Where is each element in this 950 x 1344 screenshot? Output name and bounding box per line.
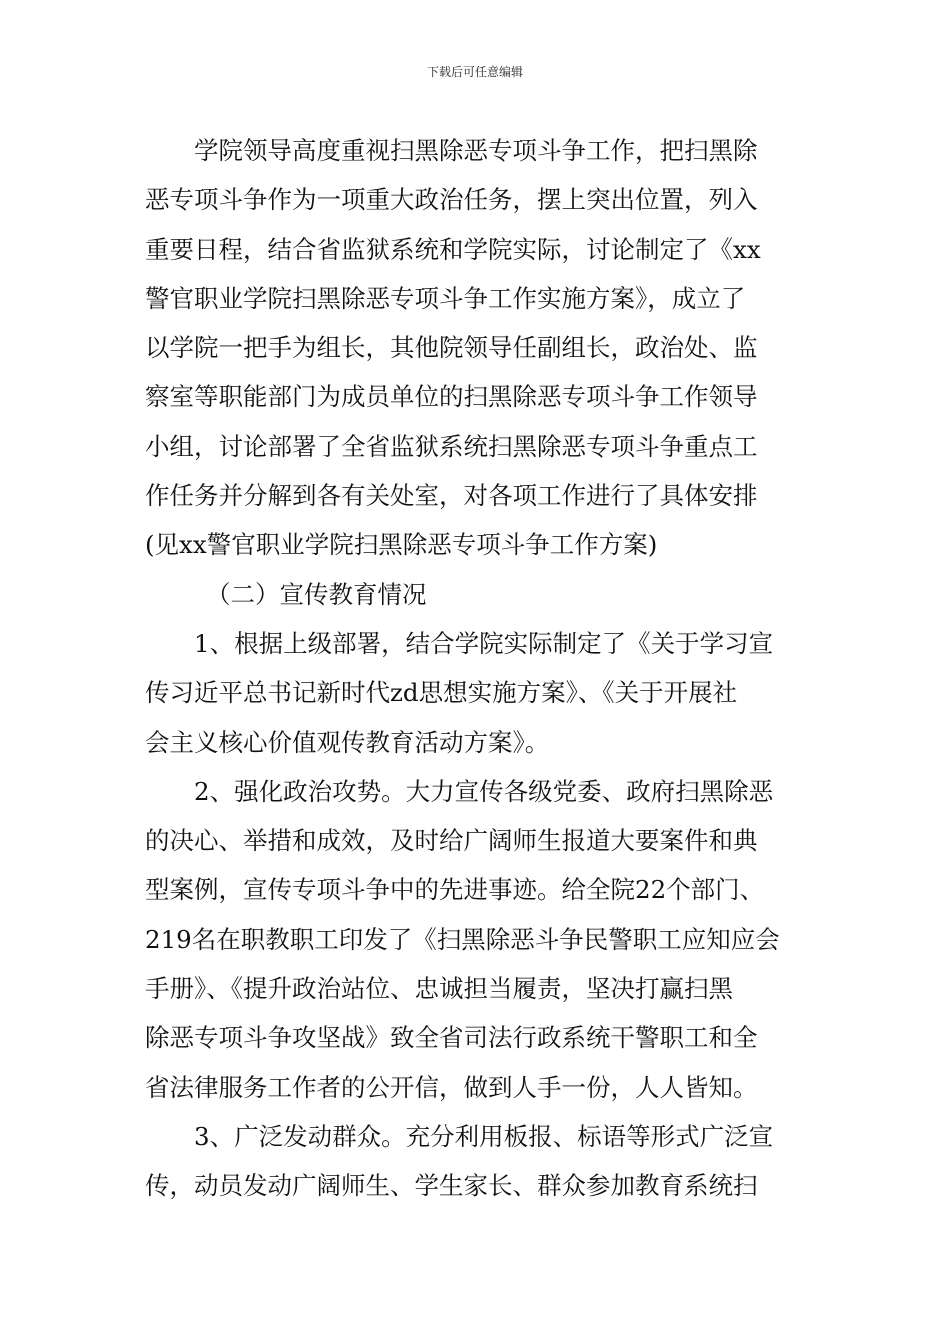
page-header: 下载后可任意编辑 xyxy=(426,65,523,79)
section-heading: （二）宣传教育情况 xyxy=(206,579,427,609)
paragraph-line: 传，动员发动广阔师生、学生家长、群众参加教育系统扫 xyxy=(145,1171,758,1201)
paragraph-line: 的决心、举措和成效，及时给广阔师生报道大要案件和典 xyxy=(145,826,758,856)
paragraph-line: 除恶专项斗争攻坚战》致全省司法行政系统干警职工和全 xyxy=(145,1023,758,1053)
document-body xyxy=(145,126,813,1211)
paragraph-line: 219名在职教职工印发了《扫黑除恶斗争民警职工应知应会 xyxy=(145,924,780,954)
paragraph-line: 恶专项斗争作为一项重大政治任务，摆上突出位置，列入 xyxy=(145,185,758,215)
paragraph-line: 以学院一把手为组长，其他院领导任副组长，政治处、监 xyxy=(145,333,758,363)
paragraph-line: 1、根据上级部署，结合学院实际制定了《关于学习宣 xyxy=(194,628,774,658)
paragraph-line: 手册》、《提升政治站位、忠诚担当履责，坚决打赢扫黑 xyxy=(145,974,733,1004)
paragraph-line: 警官职业学院扫黑除恶专项斗争工作实施方案》，成立了 xyxy=(145,283,746,313)
paragraph-line: 作任务并分解到各有关处室，对各项工作进行了具体安排 xyxy=(145,481,758,511)
paragraph-line: 型案例，宣传专项斗争中的先进事迹。给全院22个部门、 xyxy=(145,875,765,905)
paragraph-line: 3、广泛发动群众。充分利用板报、标语等形式广泛宣 xyxy=(194,1121,774,1151)
paragraph-line: 察室等职能部门为成员单位的扫黑除恶专项斗争工作领导 xyxy=(145,382,758,412)
paragraph-line: 2、强化政治攻势。大力宣传各级党委、政府扫黑除恶 xyxy=(194,776,774,806)
paragraph-line: 省法律服务工作者的公开信，做到人手一份，人人皆知。 xyxy=(145,1072,758,1102)
paragraph-line: 重要日程，结合省监狱系统和学院实际，讨论制定了《xx xyxy=(145,234,761,264)
paragraph-line: (见xx警官职业学院扫黑除恶专项斗争工作方案) xyxy=(145,530,658,560)
paragraph-line: 会主义核心价值观传教育活动方案》。 xyxy=(145,727,550,757)
paragraph-line: 小组，讨论部署了全省监狱系统扫黑除恶专项斗争重点工 xyxy=(145,431,758,461)
paragraph-line: 学院领导高度重视扫黑除恶专项斗争工作，把扫黑除 xyxy=(194,136,758,165)
paragraph-line: 传习近平总书记新时代zd思想实施方案》、《关于开展社 xyxy=(145,678,738,708)
